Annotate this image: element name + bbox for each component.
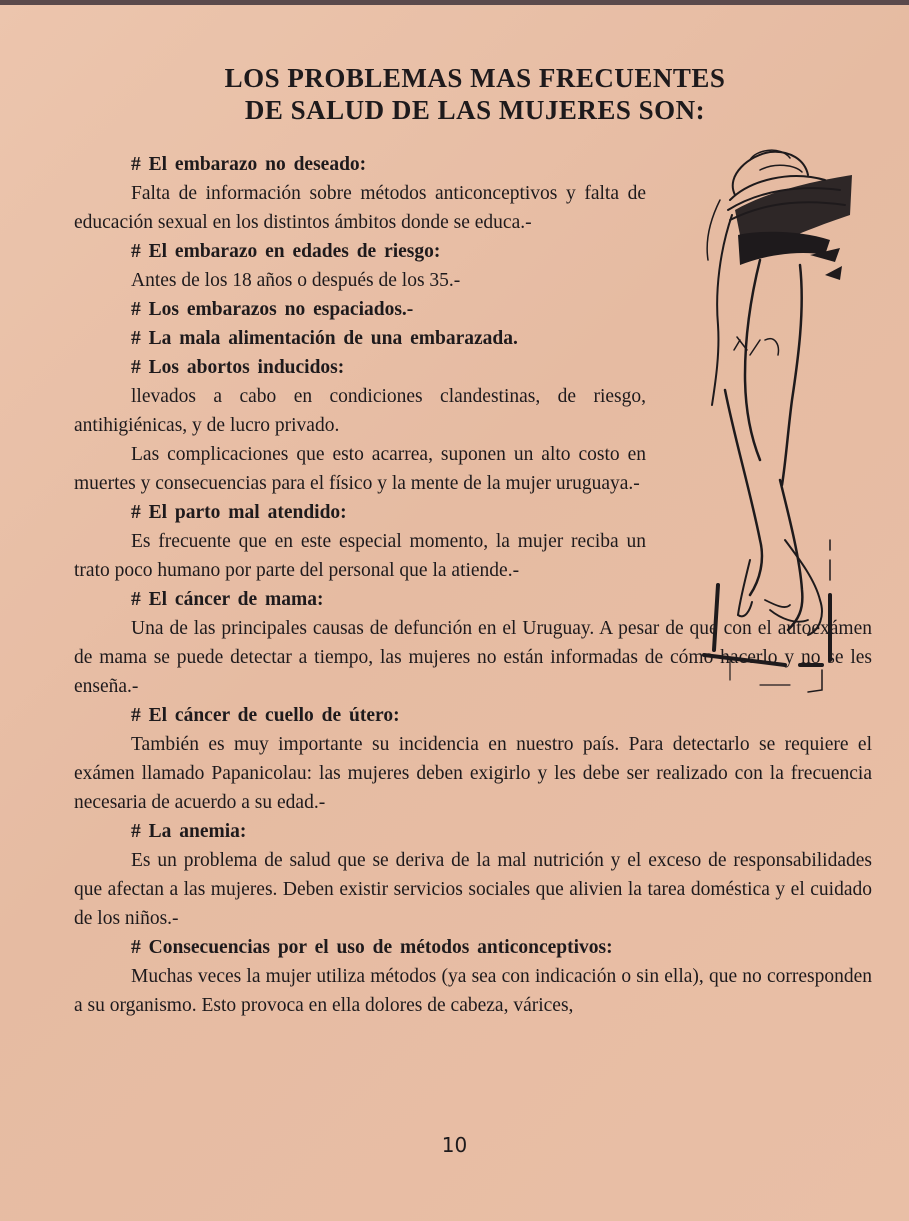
section-heading: # El parto mal atendido:	[131, 502, 347, 523]
page-title	[120, 62, 830, 126]
document-body	[74, 150, 872, 1020]
section-heading: # La mala alimentación de una embarazada.	[131, 328, 518, 349]
section-text: Muchas veces la mujer utiliza métodos (ya sea con indicación o sin ella), que no corresponden a su organismo. Esto provoca en ella dolores de cabeza, várices,	[74, 966, 872, 1016]
section-text: Es un problema de salud que se deriva de la mal nutrición y el exceso de responsabilidades que afectan a las mujeres. Deben existir servicios sociales que alivien la tarea doméstica y el cuidado de los niños.-	[74, 850, 872, 929]
section-heading: # Los embarazos no espaciados.-	[131, 299, 414, 320]
section-text: Las complicaciones que esto acarrea, suponen un alto costo en muertes y consecuencias para el físico y la mente de la mujer uruguaya.-	[74, 444, 646, 494]
section-heading: # El embarazo en edades de riesgo:	[131, 241, 441, 262]
section-heading: # El cáncer de mama:	[131, 589, 324, 610]
page-title-line-2: DE SALUD DE LAS MUJERES SON:	[244, 95, 706, 125]
section-heading: # Consecuencias por el uso de métodos anticonceptivos:	[131, 937, 613, 958]
top-edge	[0, 0, 909, 5]
page-number: 10	[441, 1133, 468, 1157]
section-heading: # El embarazo no deseado:	[131, 154, 367, 175]
section-heading: # Los abortos inducidos:	[131, 357, 345, 378]
section-text: Es frecuente que en este especial momento, la mujer reciba un trato poco humano por parte del personal que la atiende.-	[74, 531, 646, 581]
section-heading: # El cáncer de cuello de útero:	[131, 705, 400, 726]
section-heading: # La anemia:	[131, 821, 247, 842]
section-text: Antes de los 18 años o después de los 35.-	[131, 270, 461, 291]
section-text: También es muy importante su incidencia en nuestro país. Para detectarlo se requiere el exámen llamado Papanicolau: las mujeres deben exigirlo y les debe ser realizado con la frecuencia necesaria de acuerdo a su edad.-	[74, 734, 872, 813]
section-text: llevados a cabo en condiciones clandestinas, de riesgo, antihigiénicas, y de lucro privado.	[74, 386, 646, 436]
page-title-line-1: LOS PROBLEMAS MAS FRECUENTES	[224, 63, 726, 93]
section-text: Falta de información sobre métodos anticonceptivos y falta de educación sexual en los distintos ámbitos donde se educa.-	[74, 183, 646, 233]
section-text: Una de las principales causas de defunción en el Uruguay. A pesar de que con el autoexámen de mama se puede detectar a tiempo, las mujeres no están informadas de cómo hacerlo y no se les enseña.-	[74, 618, 872, 697]
